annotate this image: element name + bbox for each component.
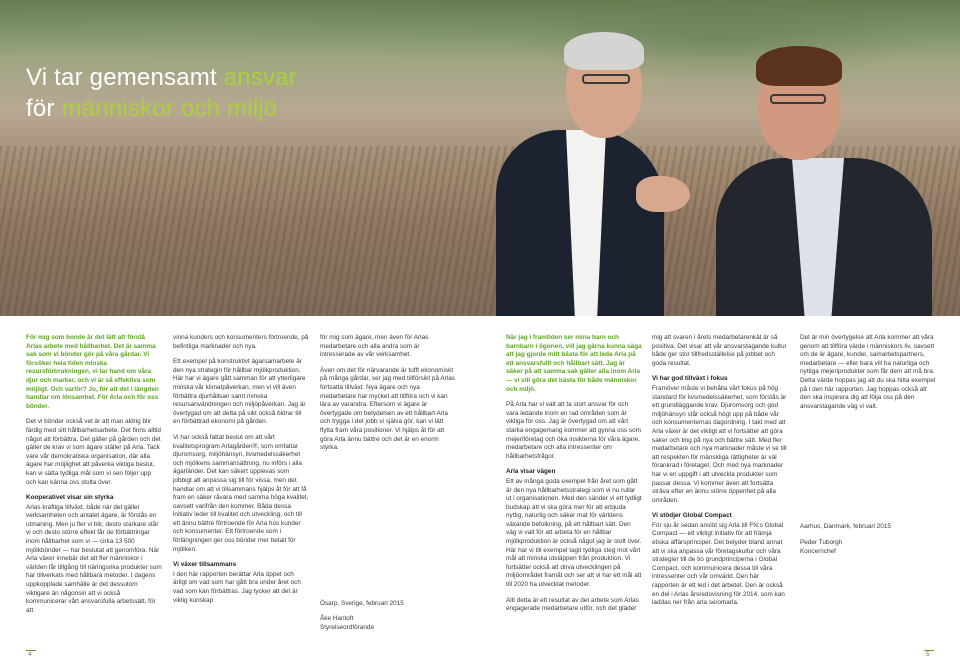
headline — [26, 62, 297, 124]
body-paragraph: för mig som ägare, men även för Arlas medarbetare och alla andra som är intresserade av vår verksamhet. — [320, 334, 429, 359]
body-paragraph: Ett av många goda exempel från året som gått är den nya hållbarhetsstrategi som vi nu rullar ut i organisationen. Med den sänder vi ett tydligt budskap att vi ska göra mer för att erbjuda nyttig, naturlig och säker mat för världens växande befolkning, på ett hållbart sätt. Den väg vi valt för att arbeta för en hållbar mjölkproduktion är också något jag är stolt över. Här har vi till exempel tagit tydliga steg mot vårt mål att minska utsläppen från produktion. Vi fortsätter också att driva utvecklingen på miljöområdet framåt och ser att vi har ett mål att till 2020 ha utvecklat metoder. — [506, 477, 642, 589]
body-paragraph: I den här rapporten berättar Arla öppet och ärligt om vad som har gått bra under året och vad som kan förbättras. Jag tycker att det är viktig kunskap — [173, 570, 301, 604]
person-left-hand — [636, 176, 690, 212]
signature-place: Aarhus, Danmark, februari 2015 — [800, 523, 891, 531]
section-heading: Kooperativet visar sin styrka — [26, 494, 114, 502]
page-number-right: 5 — [926, 652, 930, 658]
column-2 — [173, 334, 309, 612]
section-heading: Arla visar vägen — [506, 468, 556, 476]
headline-line2-text: för — [26, 95, 62, 122]
signature-name: Åke Hantoft — [320, 615, 354, 623]
column-5 — [652, 334, 788, 615]
body-paragraph: Ett exempel på konstruktivt ägarsamarbete är den nya strategin för hållbar mjölkproduktion. Här har vi ägare gått samman för att ytterligare minska vår klimatpåverkan, men vi vill även förbättra djurhållsan samt minska resursanvändningen och miljöpåverkan. Jag är övertygad om att detta på sikt också bidrar till en förbättrad ekonomi på gården. — [173, 358, 306, 426]
body-paragraph: vinna kunders och konsumenters förtroende, på befintliga marknader och nya. — [173, 334, 309, 350]
column-spacer — [320, 460, 456, 600]
body-paragraph: mig att svaren i årets medarbetarenkät är så positiva. Det visar att vår ansvarstagande kultur både ger stor tillfredsställelse på jobbet och goda resultat. — [652, 334, 787, 367]
section-heading: Vi växer tillsammans — [173, 561, 237, 569]
intro-lead: För mig som bonde är det lätt att förstå Arlas arbete med hållbarhet. Det är samma sak som vi bönder gör på våra gårdar. Vi försöker hela tiden minska resursförbrukningen, vi tar hand om våra djur och marker, och vi är så effektiva som möjligt. Och varför? Jo, för att det i längden handlar om lönsamhet. För Arla och för oss bönder. — [26, 334, 159, 410]
person-left-glasses — [582, 74, 630, 84]
person-left-hair — [564, 32, 644, 70]
signature-role: Koncernchef — [800, 547, 836, 555]
page-number-rule-right — [924, 650, 934, 651]
column-3 — [320, 334, 456, 633]
body-paragraph: Framöver måste vi behålla vårt fokus på hög standard för livsmedelssäkerhet, som förstås är ett grundläggande krav. Djuromsorg och god miljöhänsyn står också högt upp på både vår och konsumenternas dagordning. I takt med att Arla växer är det viktigt att vi fortsätter att göra saker och ting på nya och bättre sätt. Med fler medarbetare och nya marknader måste vi se till att respekten för mänskliga rättigheter är väl förankrad i företaget. Och med nya marknader har vi en uppgift i att utveckla produkter som passar dessa. Vi kommer även att fortsätta sträva efter en ännu större öppenhet på alla områden. — [652, 384, 787, 504]
body-paragraph: Det är min övertygelse att Arla kommer att våra genom att tillföra värde i människors liv, oavsett om de är ägare, kunder, samarbetspartners, medarbetare — eller bara vill ha naturliga och nyttiga mejeriprodukter som får dem att må bra. Detta värde hoppas jag att du ska hitta exempel på i den här rapporten. Jag hoppas också att den ska inspirera dig att följa oss på den ansvarstagande väg vi valt. — [800, 334, 936, 410]
section-heading: Vi stödjer Global Compact — [652, 512, 732, 520]
body-paragraph: Vi har också fattat beslut om att vårt kvalitetsprogram Arlagården®, som omfattar djuromsorg, miljöhänsyn, livsmedelssäkerhet och mjölkens sammansättning, nu införs i alla ägarländer. Det kan säkert upplevas som jobbigt att anpassa sig till för vissa, men det handlar om att vi tillsammans hjälps åt för att få fram en säker råvara med samma höga kvalitet, oavsett varifrån den kommer. Båda dessa initiativ leder till kvalitet och utveckling, och till ett ännu bättre förtroende för Arla hos kunder och konsumenter. Ett förtroende som i förlängningen ger oss bönder mer betalt för mjölken. — [173, 433, 309, 553]
body-paragraph: För sju år sedan anslöt sig Arla till FN:s Global Compact — ett viktigt initiativ för att främja etiska affärsprinciper. Det betyder bland annat att vi ska anpassa vår företagskultur och våra strategier till de tio grundprinciperna i Global Compact, och kommunicera dessa till våra intressenter och vår omvärld. Den här rapporten är ett led i det arbetet. Den är också en del i Arlas årsredovisning för 2014, som kan laddas ner från arla.se/omarla. — [652, 521, 785, 607]
body-paragraph: Det vi bönder också vet är att man aldrig blir färdig med sitt hållbarhetsarbete. Det finns alltid något att förbättra. Det gäller på gården och det gäller de krav vi som ägare ställer på Arla. Tack vare vår demokratiska organisation, där alla ägare har möjlighet att påverka viktiga beslut, kan vi sätta tydliga mål som vi sen följer upp och kan känna oss stolta över. — [26, 418, 161, 486]
headline-line1-accent: ansvar — [223, 64, 297, 91]
intro-lead: När jag i framtiden ser mina barn och barnbarn i ögonen, vill jag gärna kunna säga att jag gjorde mitt bästa för att leda Arla på ett ansvarsfullt och hållbart sätt. Jag är säker på att samma sak gäller alla inom Arla — vi vill göra det bästa för både människor och miljö. — [506, 334, 642, 393]
column-4 — [506, 334, 642, 621]
body-paragraph: Allt detta är ett resultat av det arbete som Arlas engagerade medarbetare utför, och det gläder — [506, 596, 639, 613]
column-1 — [26, 334, 162, 622]
body-paragraph: Även om det för närvarande är tufft ekonomiskt på många gårdar, ser jag med tillförsikt på Arlas fortsatta tillväxt. Nya ägare och nya medarbetare har mycket att tillföra och vi kan lära av varandra. Eftersom vi ägare är övertygade om betydelsen av ett hållbart Arla och trygga i det jobb vi själva gör, kan vi lätt flytta fram våra positioner. Vi hjälps åt för att göra Arla ännu bättre och det är en enorm styrka. — [320, 366, 455, 452]
signature-name: Peder Tuborgh — [800, 538, 843, 546]
column-spacer — [800, 418, 936, 523]
person-right-hair — [756, 46, 842, 86]
column-6 — [800, 334, 936, 556]
section-heading: Vi har god tillväxt i fokus — [652, 375, 728, 383]
body-paragraph: Arlas kraftiga tillväxt, både när det gäller verksamheten och antalet ägare, är förstås en utmaning. Men ju fler vi blir, desto starkare står vi och desto större effekt får de förbättringar inom hållbarhet som vi — cirka 13 500 mjölkbönder — har beslutat att genomföra. När Arla växer innebär det att fler människor i världen får tillgång till näringsrika produkter som har tillverkats med hållbara metoder. I dagens uppkopplade samhälle är det dessutom viktigare än någonsin att vi också kommunicerar vårt ansvarsfulla arbetssätt, för att — [26, 503, 162, 614]
page-number-left: 4 — [28, 652, 32, 658]
person-right-glasses — [770, 94, 826, 104]
headline-line2-accent: människor och miljö — [61, 95, 278, 122]
page-number-rule-left — [26, 650, 36, 651]
body-paragraph: På Arla har vi valt att ta stort ansvar för och vara ledande inom en rad områden som är viktiga för oss. Jag är övertygad om att vårt starka engagemang kommer att gynna oss som mejeriföretag och öka insikterna för våra ägare, medarbetare och alla intressenter om hållbarhetsfrågor. — [506, 401, 641, 460]
headline-line1-text: Vi tar gemensamt — [26, 64, 224, 91]
signature-place: Ösarp, Sverige, februari 2015 — [320, 599, 404, 607]
signature-role: Styrelseordförande — [320, 623, 374, 631]
hero-photo — [0, 0, 960, 316]
